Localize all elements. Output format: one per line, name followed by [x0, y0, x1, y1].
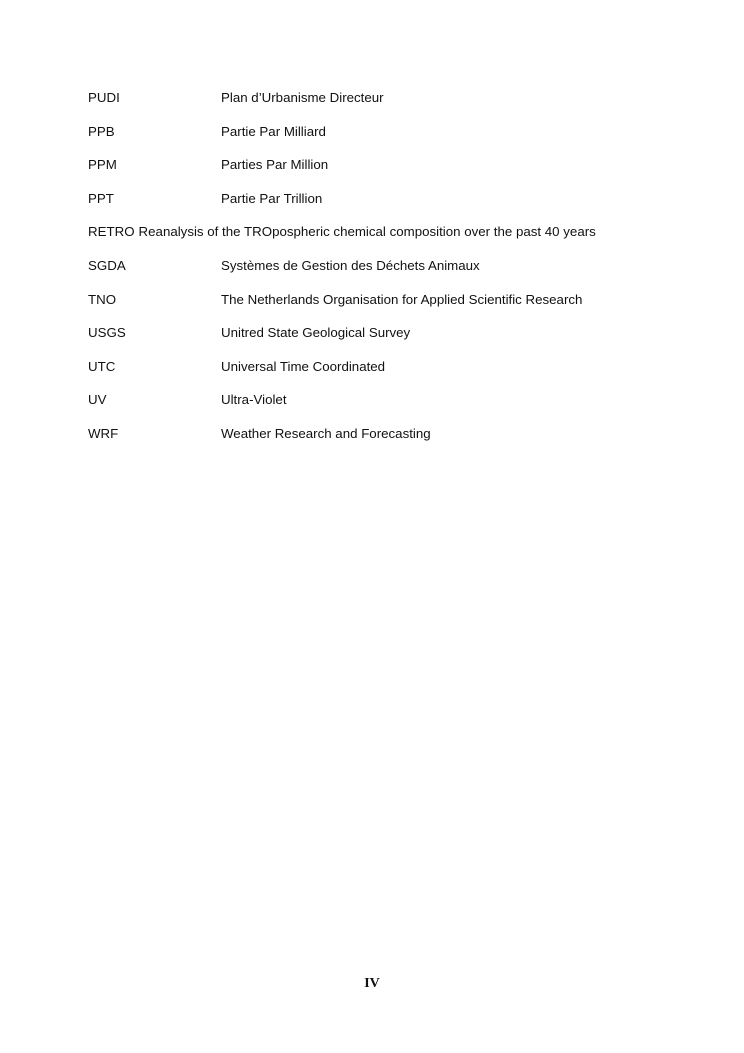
- abbreviation-term: RETRO: [88, 224, 135, 240]
- abbreviation-term: PPM: [88, 157, 117, 173]
- abbreviation-term: WRF: [88, 425, 119, 441]
- abbreviation-definition: Partie Par Trillion: [221, 190, 323, 206]
- abbreviation-row-ppm: [88, 155, 708, 189]
- abbreviation-row-wrf: [88, 424, 708, 458]
- abbreviation-row-uv: [88, 390, 708, 424]
- abbreviation-term: UV: [88, 392, 107, 408]
- abbreviation-row-usgs: [88, 323, 708, 357]
- abbreviation-row-sgda: [88, 256, 708, 290]
- abbreviation-definition: Weather Research and Forecasting: [221, 425, 431, 441]
- abbreviation-term: PPB: [88, 123, 115, 139]
- abbreviation-row-tno: [88, 290, 708, 324]
- abbreviation-definition: The Netherlands Organisation for Applied Scientific Research: [221, 291, 583, 307]
- abbreviation-definition: Universal Time Coordinated: [221, 358, 386, 374]
- abbreviation-list: [88, 88, 708, 458]
- abbreviation-definition: Unitred State Geological Survey: [221, 325, 411, 341]
- abbreviation-row-utc: [88, 357, 708, 391]
- page-number: IV: [364, 976, 380, 991]
- abbreviation-term: PPT: [88, 190, 114, 206]
- abbreviation-row-pudi: [88, 88, 708, 122]
- abbreviation-term: USGS: [88, 325, 126, 341]
- abbreviation-definition: Ultra-Violet: [221, 392, 287, 408]
- abbreviation-definition: Partie Par Milliard: [221, 123, 326, 139]
- abbreviation-term: SGDA: [88, 257, 126, 273]
- abbreviation-definition: Systèmes de Gestion des Déchets Animaux: [221, 257, 480, 273]
- abbreviation-definition: Parties Par Million: [221, 157, 329, 173]
- abbreviation-term: UTC: [88, 358, 116, 374]
- abbreviation-term: PUDI: [88, 90, 120, 105]
- abbreviation-row-ppt: [88, 189, 708, 223]
- abbreviation-row-ppb: [88, 122, 708, 156]
- abbreviation-row-retro: [88, 222, 708, 256]
- abbreviation-definition: Reanalysis of the TROpospheric chemical composition over the past 40 years: [138, 224, 596, 240]
- abbreviation-term: TNO: [88, 291, 117, 307]
- abbreviation-definition: Plan d’Urbanisme Directeur: [221, 90, 384, 105]
